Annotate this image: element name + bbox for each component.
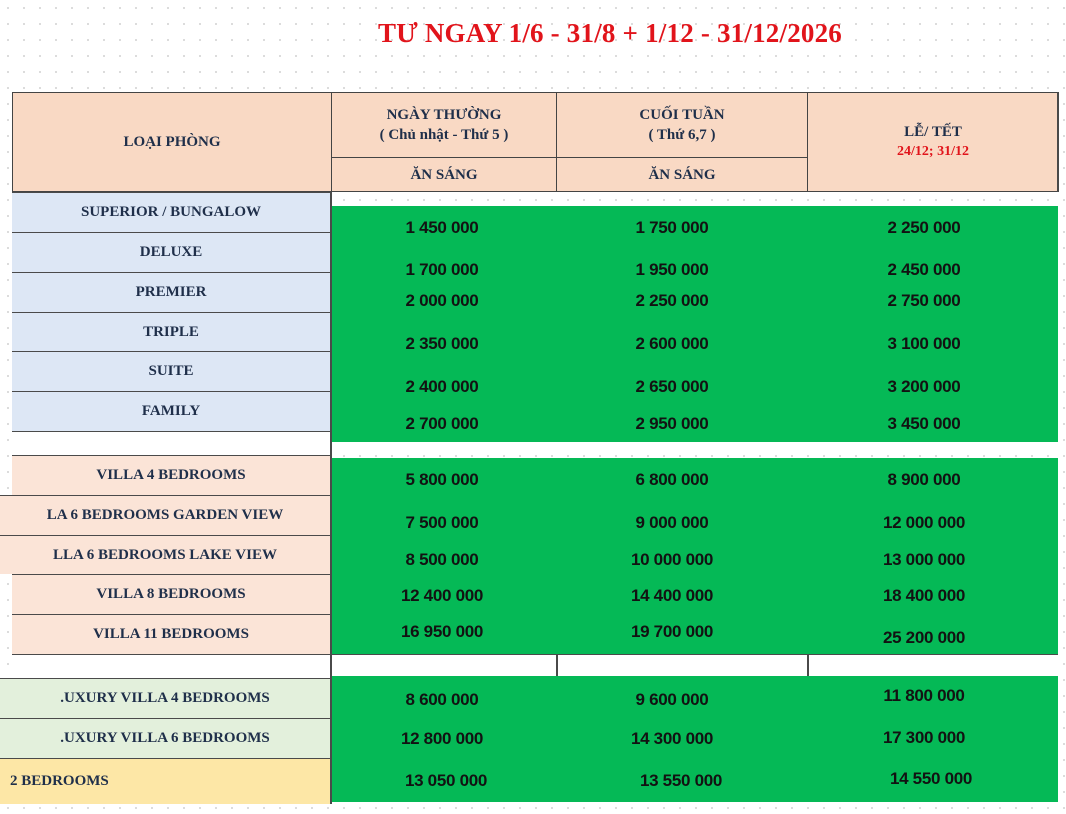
price-weekday: 16 950 000 xyxy=(400,622,484,641)
price-weekend: 13 550 000 xyxy=(639,771,723,790)
price-weekend: 2 950 000 xyxy=(635,414,709,433)
column-divider xyxy=(556,654,558,678)
price-holiday: 2 450 000 xyxy=(887,260,961,279)
price-holiday: 17 300 000 xyxy=(882,728,966,747)
row-label: PREMIER xyxy=(12,272,332,312)
price-holiday: 13 000 000 xyxy=(882,550,966,569)
price-weekday: 2 400 000 xyxy=(405,377,479,396)
price-weekend: 1 950 000 xyxy=(635,260,709,279)
row-label: SUITE xyxy=(12,351,332,391)
price-weekend: 9 600 000 xyxy=(635,690,709,709)
price-weekend: 19 700 000 xyxy=(630,622,714,641)
price-weekend: 2 650 000 xyxy=(635,377,709,396)
price-holiday: 18 400 000 xyxy=(882,586,966,605)
page-title: TƯ NGAY 1/6 - 31/8 + 1/12 - 31/12/2026 xyxy=(378,18,842,48)
header-holiday-dates: 24/12; 31/12 xyxy=(897,144,969,159)
row-label: VILLA 4 BEDROOMS xyxy=(12,455,332,495)
row-label: .UXURY VILLA 4 BEDROOMS xyxy=(0,678,332,718)
weekday-breakfast-label: ĂN SÁNG xyxy=(410,166,478,183)
price-holiday: 3 100 000 xyxy=(887,334,961,353)
spacer-price-cell xyxy=(332,654,1058,678)
row-label: LA 6 BEDROOMS GARDEN VIEW xyxy=(0,495,332,535)
row-label: VILLA 8 BEDROOMS xyxy=(12,574,332,614)
price-weekday: 12 800 000 xyxy=(400,729,484,748)
header-weekday-label: NGÀY THƯỜNG xyxy=(386,107,502,123)
row-label: FAMILY xyxy=(12,391,332,431)
right-edge-line xyxy=(1057,92,1059,192)
table-right-border xyxy=(1057,442,1059,458)
header-weekend xyxy=(556,92,808,158)
price-holiday: 3 450 000 xyxy=(887,414,961,433)
row-label: .UXURY VILLA 6 BEDROOMS xyxy=(0,718,332,758)
price-weekday: 2 350 000 xyxy=(405,334,479,353)
header-weekday-breakfast xyxy=(331,157,557,192)
row-label: DELUXE xyxy=(12,232,332,272)
header-weekday-sub: ( Chủ nhật - Thứ 5 ) xyxy=(379,127,509,143)
price-holiday: 2 250 000 xyxy=(887,218,961,237)
price-weekday: 1 700 000 xyxy=(405,260,479,279)
price-weekend: 2 600 000 xyxy=(635,334,709,353)
price-weekend: 2 250 000 xyxy=(635,291,709,310)
header-holiday-label: LỄ/ TẾT xyxy=(904,124,962,140)
header-weekday xyxy=(331,92,557,158)
column-divider xyxy=(807,654,809,678)
price-holiday: 3 200 000 xyxy=(887,377,961,396)
header-room-type-label: LOẠI PHÒNG xyxy=(123,134,221,150)
row-label: LLA 6 BEDROOMS LAKE VIEW xyxy=(0,535,332,574)
header-room-type xyxy=(12,92,332,192)
price-weekday: 1 450 000 xyxy=(405,218,479,237)
price-weekday: 5 800 000 xyxy=(405,470,479,489)
price-holiday: 2 750 000 xyxy=(887,291,961,310)
price-holiday: 14 550 000 xyxy=(889,769,973,788)
price-holiday: 11 800 000 xyxy=(883,686,965,705)
header-weekend-sub: ( Thứ 6,7 ) xyxy=(648,127,716,143)
price-weekend: 1 750 000 xyxy=(635,218,709,237)
row-label: TRIPLE xyxy=(12,312,332,351)
header-holiday xyxy=(807,92,1059,192)
price-holiday: 12 000 000 xyxy=(882,513,966,532)
price-weekend: 10 000 000 xyxy=(630,550,714,569)
header-weekend-label: CUỐI TUẦN xyxy=(639,107,725,123)
price-weekday: 7 500 000 xyxy=(405,513,479,532)
price-weekday: 8 500 000 xyxy=(405,550,479,569)
price-weekday: 13 050 000 xyxy=(404,771,488,790)
price-weekday: 8 600 000 xyxy=(405,690,479,709)
row-label: 2 BEDROOMS xyxy=(0,758,332,804)
header-weekend-breakfast xyxy=(556,157,808,192)
price-weekday: 2 700 000 xyxy=(405,414,479,433)
row-label: VILLA 11 BEDROOMS xyxy=(12,614,332,654)
price-weekend: 9 000 000 xyxy=(635,513,709,532)
price-weekend: 14 400 000 xyxy=(630,586,714,605)
row-label: SUPERIOR / BUNGALOW xyxy=(12,192,332,232)
price-holiday: 8 900 000 xyxy=(887,470,961,489)
price-weekday: 12 400 000 xyxy=(400,586,484,605)
price-weekend: 14 300 000 xyxy=(630,729,714,748)
price-holiday: 25 200 000 xyxy=(882,628,966,647)
price-block-standard xyxy=(332,206,1058,442)
price-weekend: 6 800 000 xyxy=(635,470,709,489)
spacer-row xyxy=(12,431,332,455)
price-weekday: 2 000 000 xyxy=(405,291,479,310)
weekend-breakfast-label: ĂN SÁNG xyxy=(648,166,716,183)
spacer-row xyxy=(12,654,332,678)
